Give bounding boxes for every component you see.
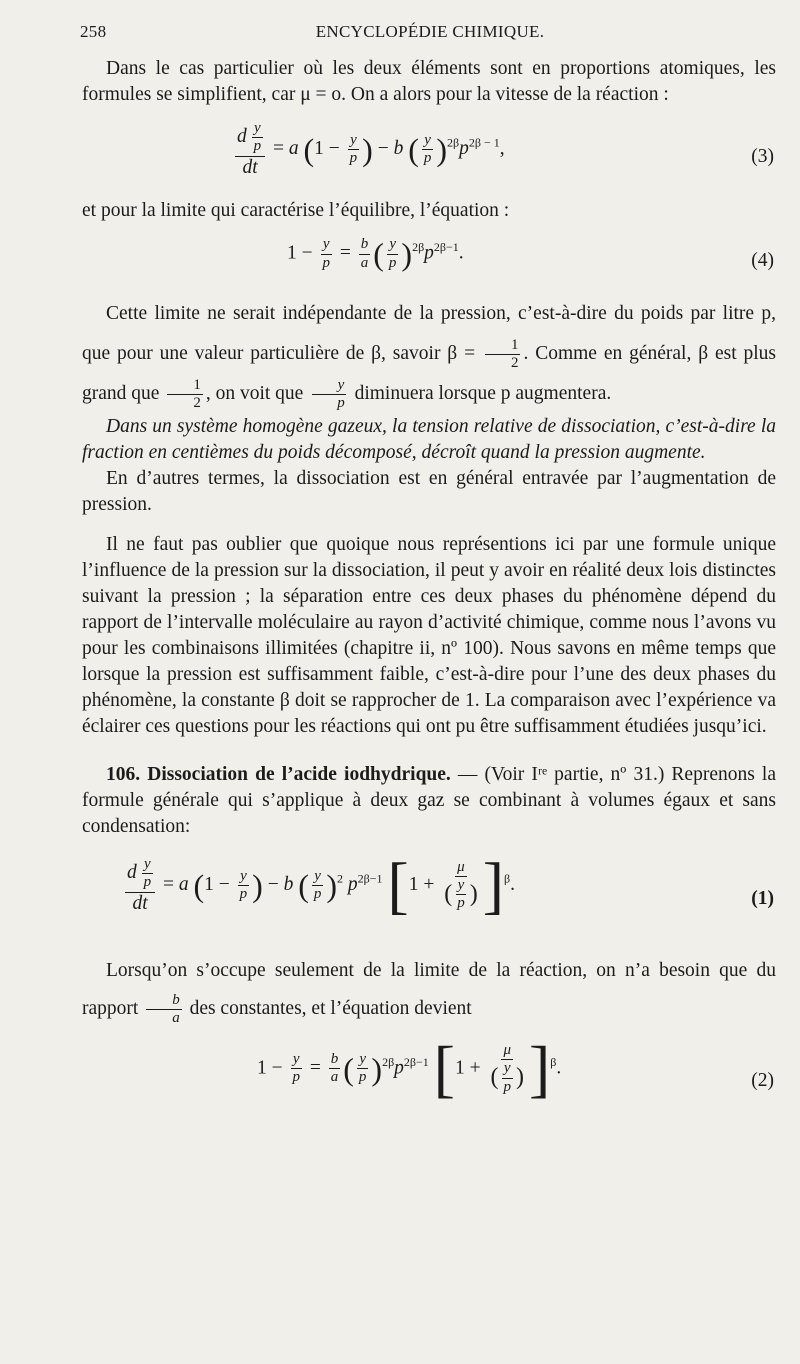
- page-header: [80, 22, 780, 46]
- paragraph-1: Dans le cas particulier où les deux éléments sont en proportions atomiques, les formules se simplifient, car μ = o. On a alors pour la vitesse de la réaction :: [82, 58, 776, 105]
- equation-4: 1 − $\frac{y}{p}$ = $\frac{b}{a}$ ( $\frac{y}{p}$ )$^{2\beta}p^{2\beta-1}$. (4): [287, 236, 774, 273]
- page-number: 258: [80, 22, 107, 41]
- equation-1: d $\frac{y}{p}$ dt = a (1 − $\frac{y}{p}$ ) − b ( $\frac{y}{p}$ )$^2$ $p^{2\beta-1}$ [1 + μ ( $\frac{y}{p}$ ) ]$^\beta$. (1): [127, 849, 774, 921]
- paragraph-2: et pour la limite qui caractérise l’équilibre, l’équation :: [82, 200, 510, 221]
- page-body: [82, 56, 776, 1132]
- paragraph-3-part-d: diminuera lorsque p augmentera.: [354, 383, 612, 404]
- paragraph-4: Dans un système homogène gazeux, la tension relative de dissociation, c’est-à-dire la fraction en centièmes du poids décomposé, décroît quand la pression augmente.: [82, 416, 776, 463]
- equation-4-number: (4): [751, 250, 774, 271]
- paragraph-8-part-a: Lorsqu’on s’occupe seulement de la limite de la réaction, on n’a besoin que du rapport: [82, 960, 776, 1019]
- equation-2-number: (2): [751, 1070, 774, 1091]
- equation-3-number: (3): [751, 146, 774, 167]
- paragraph-6: Il ne faut pas oublier que quoique nous représentions ici par une formule unique l’influence de la pression sur la dissociation, il peut y avoir en réalité deux lois distinctes suivant la pression ; la séparation entre ces deux phases du phénomène dépend du rapport de l’intervalle moléculaire au rayon d’activité chimique, comme nous l’avons vu pour les combinaisons illimitées (chapitre ii, nº 100). Nous savons en même temps que lorsque la pression est suffisamment faible, c’est-à-dire pour l’une des deux phases du phénomène, la constante β doit se rapprocher de 1. La comparaison avec l’expérience va éclairer ces questions pour les réactions qui ont pu être suffisamment étudiées jusqu’ici.: [82, 534, 776, 737]
- running-head: ENCYCLOPÉDIE CHIMIQUE.: [315, 22, 545, 41]
- paragraph-3: Cette limite ne serait indépendante de la pression, c’est-à-dire du poids par litre p, que pour une valeur particulière de β, savoir β = $\frac{1}{2}$ . Comme en général, β est plus grand que $\frac{1}{2}$ , on voit que $\frac{y}{p}$ diminuera lorsque p augmentera.: [82, 303, 777, 412]
- section-106: [82, 762, 776, 840]
- paragraph-3-part-c: , on voit que: [205, 383, 304, 404]
- paragraph-8-part-b: des constantes, et l’équation devient: [189, 998, 472, 1019]
- equation-1-number: (1): [751, 888, 774, 909]
- section-number: 106.: [106, 764, 141, 785]
- equation-2: 1 − $\frac{y}{p}$ = $\frac{b}{a}$ ( $\frac{y}{p}$ )$^{2\beta}p^{2\beta-1}$ [1 + μ ( $\frac{y}{p}$ ) ]$^\beta$. (2): [257, 1032, 774, 1104]
- paragraph-8: Lorsqu’on s’occupe seulement de la limite de la réaction, on n’a besoin que du rapport $\frac{b}{a}$ des constantes, et l’équation devient: [82, 960, 776, 1027]
- paragraph-3-part-b: . Comme en général, β est plus grand que: [82, 343, 777, 404]
- section-title: Dissociation de l’acide iodhydrique.: [147, 764, 451, 785]
- equation-3: d $\frac{y}{p}$ dt = a (1 − $\frac{y}{p}$ ) − b ( $\frac{y}{p}$ )$^{2\beta}p^{2\beta - 1}$, (3): [237, 120, 774, 178]
- paragraph-5: En d’autres termes, la dissociation est en général entravée par l’augmentation de pression.: [82, 468, 776, 515]
- section-intro: — (Voir Iʳᵉ partie, nº 31.) Reprenons la formule générale qui s’applique à deux gaz se combinant à volumes égaux et sans condensation:: [82, 764, 776, 837]
- paragraph-3-part-a: Cette limite ne serait indépendante de la pression, c’est-à-dire du poids par litre p, que pour une valeur particulière de β, savoir β =: [82, 303, 776, 364]
